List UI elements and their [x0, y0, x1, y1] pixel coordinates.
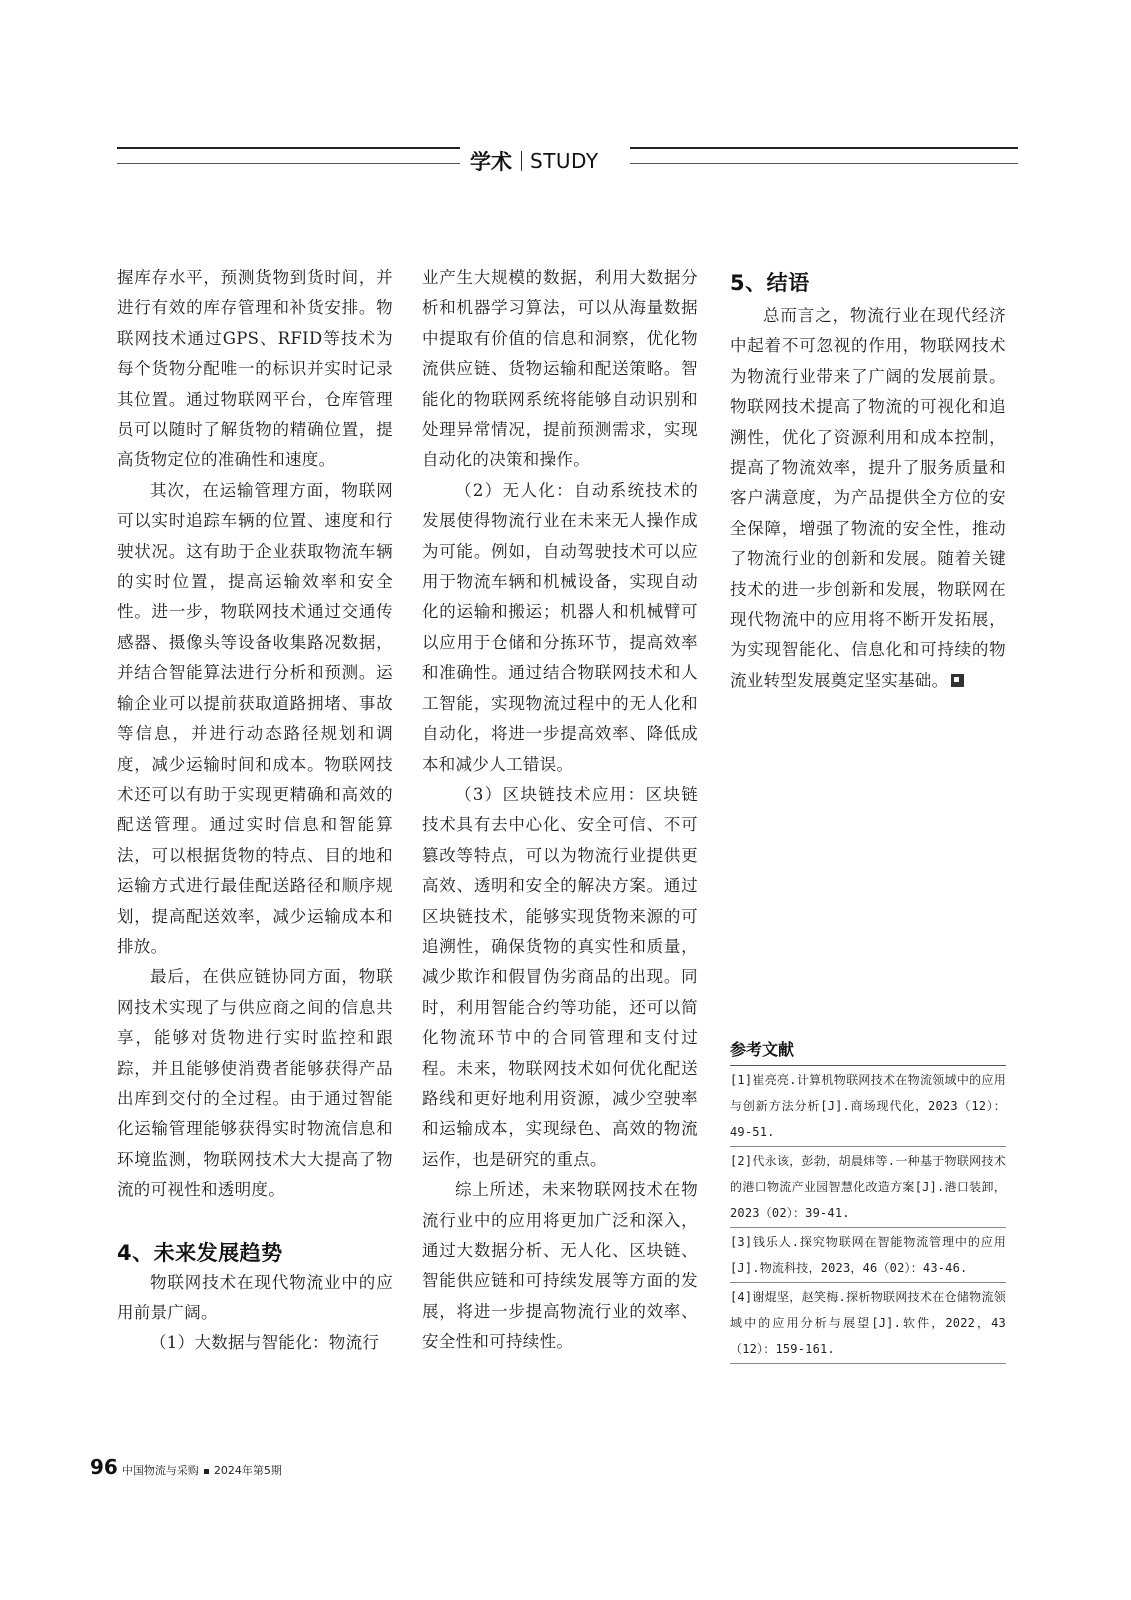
paragraph: （2）无人化：自动系统技术的发展使得物流行业在未来无人操作成为可能。例如，自动驾驶技术可以应用于物流车辆和机械设备，实现自动化的运输和搬运；机器人和机械臂可以应用于仓储和分拣环节，提高效率和准确性。通过结合物联网技术和人工智能，实现物流过程中的无人化和自动化，将进一步提高效率、降低成本和减少人工错误。: [422, 480, 698, 774]
header-rule-right-thin: [630, 163, 1018, 164]
journal-name: 中国物流与采购: [121, 1464, 199, 1477]
paragraph: 握库存水平，预测货物到货时间，并进行有效的库存管理和补货安排。物联网技术通过GPS、RFID等技术为每个货物分配唯一的标识并实时记录其位置。通过物联网平台，仓库管理员可以随时了解货物的精确位置，提高货物定位的准确性和速度。: [117, 268, 393, 470]
paragraph: 业产生大规模的数据，利用大数据分析和机器学习算法，可以从海量数据中提取有价值的信息和洞察，优化物流供应链、货物运输和配送策略。智能化的物联网系统将能够自动识别和处理异常情况，提前预测需求，实现自动化的决策和操作。: [422, 268, 698, 470]
section-divider: [521, 151, 522, 171]
reference-item: [2]代永该，彭勃，胡晨炜等.一种基于物联网技术的港口物流产业园智慧化改造方案[J].港口装卸，2023（02）：39-41.: [730, 1147, 1006, 1228]
section-heading-5: 5、结语: [730, 271, 810, 295]
section-heading-4: 4、未来发展趋势: [117, 1240, 283, 1265]
header-rule-left: [117, 147, 460, 149]
paragraph: 最后，在供应链协同方面，物联网技术实现了与供应商之间的信息共享，能够对货物进行实时监控和跟踪，并且能够使消费者能够获得产品出库到交付的全过程。由于通过智能化运输管理能够获得实时物流信息和环境监测，物联网技术大大提高了物流的可视性和透明度。: [117, 967, 393, 1200]
page-footer: [90, 1455, 282, 1479]
bullet-separator-icon: [204, 1469, 209, 1474]
reference-item: [3]钱乐人.探究物联网在智能物流管理中的应用[J].物流科技，2023，46（02）：43-46.: [730, 1228, 1006, 1283]
references-title: 参考文献: [730, 1037, 1006, 1066]
paragraph: 其次，在运输管理方面，物联网可以实时追踪车辆的位置、速度和行驶状况。这有助于企业获取物流车辆的实时位置，提高运输效率和安全性。进一步，物联网技术通过交通传感器、摄像头等设备收集路况数据，并结合智能算法进行分析和预测。运输企业可以提前获取道路拥堵、事故等信息，并进行动态路径规划和调度，减少运输时间和成本。物联网技术还可以有助于实现更精确和高效的配送管理。通过实时信息和智能算法，可以根据货物的特点、目的地和运输方式进行最佳配送路径和顺序规划，提高配送效率，减少运输成本和排放。: [117, 480, 393, 956]
references: [730, 1037, 1006, 1364]
section-title-en: STUDY: [530, 149, 599, 173]
header-rule-left-thin: [117, 163, 460, 164]
column-1: [117, 263, 393, 1359]
reference-item: [1]崔亮亮.计算机物联网技术在物流领域中的应用与创新方法分析[J].商场现代化，2023（12）：49-51.: [730, 1066, 1006, 1147]
reference-item: [4]谢焜坚，赵笑梅.探析物联网技术在仓储物流领域中的应用分析与展望[J].软件，2022，43（12）：159-161.: [730, 1283, 1006, 1364]
paragraph: 物联网技术在现代物流业中的应用前景广阔。: [117, 1272, 393, 1322]
paragraph: [730, 301, 1006, 696]
paragraph: （1）大数据与智能化：物流行: [150, 1333, 380, 1353]
journal-issue: 2024年第5期: [213, 1464, 282, 1477]
section-title-cn: 学术: [470, 150, 512, 174]
conclusion-text: 总而言之，物流行业在现代经济中起着不可忽视的作用，物联网技术为物流行业带来了广阔的发展前景。物联网技术提高了物流的可视化和追溯性，优化了资源利用和成本控制，提高了物流效率，提升了服务质量和客户满意度，为产品提供全方位的安全保障，增强了物流的安全性，推动了物流行业的创新和发展。随着关键技术的进一步创新和发展，物联网在现代物流中的应用将不断开发拓展，为实现智能化、信息化和可持续的物流业转型发展奠定坚实基础。: [730, 306, 1006, 690]
header-rule-right: [630, 147, 1018, 149]
paragraph: （3）区块链技术应用：区块链技术具有去中心化、安全可信、不可篡改等特点，可以为物流行业提供更高效、透明和安全的解决方案。通过区块链技术，能够实现货物来源的可追溯性，确保货物的真实性和质量，减少欺诈和假冒伪劣商品的出现。同时，利用智能合约等功能，还可以简化物流环节中的合同管理和支付过程。未来，物联网技术如何优化配送路线和更好地利用资源，减少空驶率和运输成本，实现绿色、高效的物流运作，也是研究的重点。: [422, 784, 698, 1169]
article-end-icon: [951, 674, 964, 687]
section-label: [470, 146, 599, 176]
column-3: [730, 268, 1006, 696]
page-number: 96: [90, 1455, 118, 1479]
paragraph: 综上所述，未来物联网技术在物流行业中的应用将更加广泛和深入，通过大数据分析、无人化、区块链、智能供应链和可持续发展等方面的发展，将进一步提高物流行业的效率、安全性和可持续性。: [422, 1180, 698, 1352]
column-2: [422, 263, 698, 1358]
